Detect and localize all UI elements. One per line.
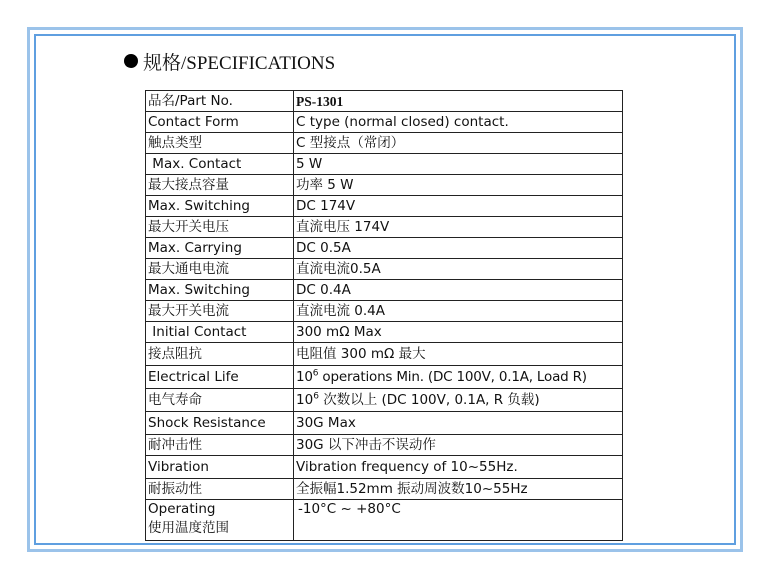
spec-value: 直流电流 0.4A — [294, 301, 623, 322]
spec-label: 最大通电电流 — [146, 259, 294, 280]
table-row — [146, 301, 623, 322]
value-rest: operations Min. (DC 100V, 0.1A, Load R) — [318, 368, 587, 385]
spec-label: 电气寿命 — [146, 389, 294, 412]
table-row — [146, 412, 623, 435]
spec-value: 5 W — [294, 154, 623, 175]
value-base: 10 — [296, 391, 314, 408]
spec-value: 全振幅1.52mm 振动周波数10~55Hz — [294, 479, 623, 500]
spec-value: DC 174V — [294, 196, 623, 217]
spec-value: DC 0.5A — [294, 238, 623, 259]
table-row — [146, 112, 623, 133]
spec-label: 接点阻抗 — [146, 343, 294, 366]
spec-label: Max. Carrying — [146, 238, 294, 259]
table-row — [146, 259, 623, 280]
table-row — [146, 435, 623, 456]
table-row — [146, 133, 623, 154]
spec-value: C type (normal closed) contact. — [294, 112, 623, 133]
table-row — [146, 238, 623, 259]
spec-label: Contact Form — [146, 112, 294, 133]
spec-label: 耐振动性 — [146, 479, 294, 500]
value-rest: 次数以上 (DC 100V, 0.1A, R 负载) — [318, 391, 540, 408]
table-row — [146, 479, 623, 500]
bullet-icon — [124, 54, 138, 68]
spec-value: DC 0.4A — [294, 280, 623, 301]
spec-label: Max. Contact — [146, 154, 294, 175]
table-row — [146, 196, 623, 217]
table-row — [146, 389, 623, 412]
spec-label: 品名/Part No. — [146, 91, 294, 112]
spec-label: Initial Contact — [146, 322, 294, 343]
spec-label: 触点类型 — [146, 133, 294, 154]
spec-label: 最大开关电流 — [146, 301, 294, 322]
spec-label: Shock Resistance — [146, 412, 294, 435]
specifications-table — [145, 90, 623, 541]
spec-value: 直流电流0.5A — [294, 259, 623, 280]
table-row — [146, 217, 623, 238]
spec-label: 最大接点容量 — [146, 175, 294, 196]
spec-label: Electrical Life — [146, 366, 294, 389]
table-row — [146, 91, 623, 112]
table-row — [146, 500, 623, 541]
spec-value: C 型接点（常闭） — [294, 133, 623, 154]
spec-value — [294, 366, 623, 389]
spec-label: 耐冲击性 — [146, 435, 294, 456]
value-base: 10 — [296, 368, 313, 385]
spec-label — [146, 500, 294, 541]
spec-value: -10°C ~ +80°C — [294, 500, 623, 541]
spec-value — [294, 389, 623, 412]
table-row — [146, 366, 623, 389]
table-row — [146, 322, 623, 343]
spec-value: 30G Max — [294, 412, 623, 435]
table-row — [146, 175, 623, 196]
spec-value: Vibration frequency of 10~55Hz. — [294, 456, 623, 479]
spec-label: 最大开关电压 — [146, 217, 294, 238]
spec-label-line: Operating — [148, 501, 216, 517]
table-row — [146, 456, 623, 479]
spec-value: 300 mΩ Max — [294, 322, 623, 343]
spec-value: 直流电压 174V — [294, 217, 623, 238]
spec-value: 电阻值 300 mΩ 最大 — [294, 343, 623, 366]
spec-label: Max. Switching — [146, 196, 294, 217]
table-row — [146, 280, 623, 301]
spec-value: PS-1301 — [294, 91, 623, 112]
value-exponent: 6 — [313, 391, 319, 401]
spec-label: Max. Switching — [146, 280, 294, 301]
section-heading — [124, 48, 335, 74]
value-exponent: 6 — [312, 368, 319, 378]
table-row — [146, 154, 623, 175]
section-title: 规格/SPECIFICATIONS — [143, 52, 336, 74]
spec-label: Vibration — [146, 456, 294, 479]
spec-value: 功率 5 W — [294, 175, 623, 196]
spec-value: 30G 以下冲击不误动作 — [294, 435, 623, 456]
spec-label-line: 使用温度范围 — [148, 520, 229, 536]
table-row — [146, 343, 623, 366]
